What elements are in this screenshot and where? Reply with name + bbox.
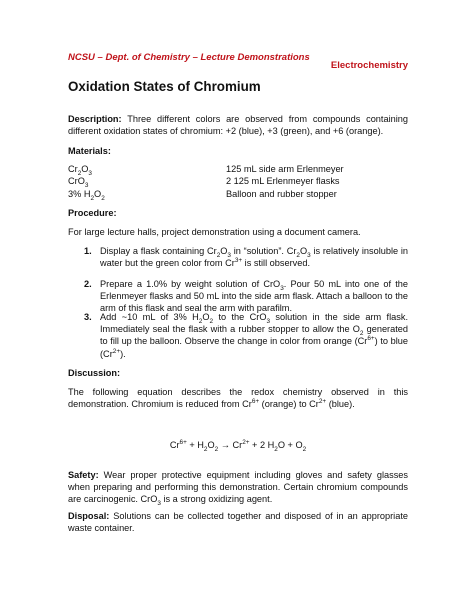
material-item: 3% $H_2O_2$ [68,188,105,202]
discussion-heading: Discussion: [68,368,121,378]
materials-row [68,188,408,200]
disposal-paragraph [68,510,408,534]
step-text: Prepare a 1.0% by weight solution of CrO$_3$. Pour 50 mL into one of the Erlenmeyer flasks and 50 mL into the side arm flask. Attach a balloon to the arm of this flask and seal the arm with parafilm. [100,279,408,314]
procedure-step [84,311,408,360]
step-number: 3. [84,312,92,322]
material-item: CrO$_3$ [68,176,89,190]
procedure-heading: Procedure: [68,208,117,218]
description-text: Three different colors are observed from compounds containing different oxidation states of chromium: +2 (blue), +3 (green), and +6 (orange). [68,114,408,137]
discussion-text: The following equation describes the redox chemistry observed in this demonstration. Chromium is reduced from $Cr^{6+}$ (orange) to $Cr^{2+}$ (blue). [68,387,408,410]
materials-heading: Materials: [68,146,111,156]
material-detail: Balloon and rubber stopper [226,188,337,199]
description-paragraph [68,113,408,137]
redox-equation: $Cr^{6+} + H_2O_2 \to Cr^{2+} + 2$ $H_2O + O_2$ [169,438,307,453]
material-detail: 125 mL side arm Erlenmeyer [226,164,344,174]
step-number: 2. [84,279,92,289]
step-text: Display a flask containing $Cr_2O_3$ in “solution”. $Cr_2O_3$ is relatively insoluble in water but the green color from $Cr^{3+}$ is still observed. [100,246,409,269]
procedure-intro: For large lecture halls, project demonstration using a document camera. [68,227,361,237]
step-text: Add ~10 mL of 3% $H_2O_2$ to the CrO$_3$ solution in the side arm flask. Immediately seal the flask with a rubber stopper to allow the $O_2$ generated to fill up the balloon. Observe the change in color from orange $(Cr^{6+})$ to blue $(Cr^{2+})$. [100,312,409,359]
safety-label: Safety: [68,470,99,480]
department-header: NCSU – Dept. of Chemistry – Lecture Demonstrations [68,52,310,63]
procedure-step [84,245,408,269]
safety-paragraph [68,469,408,506]
procedure-step [84,278,408,315]
step-number: 1. [84,246,92,256]
materials-row [68,163,408,175]
safety-text: Wear proper protective equipment including gloves and safety glasses when preparing and performing this demonstration. Certain chromium compounds are carcinogenic. CrO$_3$ is a strong oxidizing agent. [68,470,408,508]
topic-label: Electrochemistry [330,60,408,71]
materials-row [68,175,408,190]
materials-list [68,163,408,200]
disposal-text: Solutions can be collected together and disposed of in an appropriate waste container. [68,511,408,534]
material-item: $Cr_2O_3$ [68,164,92,177]
material-detail: 2 125 mL Erlenmeyer flasks [226,176,340,187]
description-label: Description: [68,114,122,124]
disposal-label: Disposal: [68,511,110,521]
page-title: Oxidation States of Chromium [68,79,261,94]
